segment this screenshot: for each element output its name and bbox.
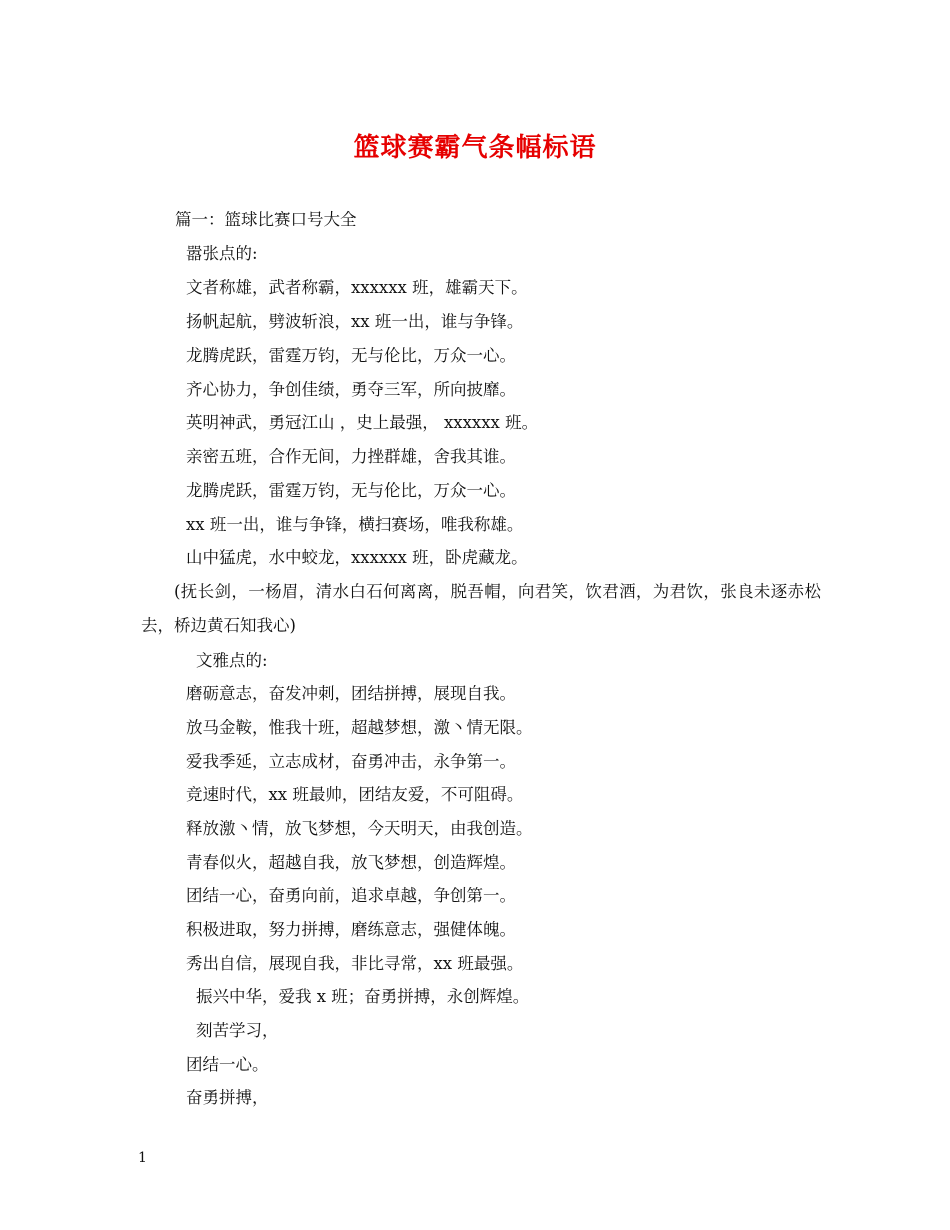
group-label-elegant: 文雅点的: [196, 651, 268, 670]
slogan-line: 团结一心。 [186, 1055, 269, 1074]
page-number: 1 [138, 1150, 147, 1166]
slogan-line: 放马金鞍，惟我十班，超越梦想，激丶情无限。 [186, 718, 533, 737]
slogan-line: 爱我季延，立志成材，奋勇冲击，永争第一。 [186, 752, 516, 771]
slogan-line: xx 班一出，谁与争锋，横扫赛场，唯我称雄。 [186, 515, 524, 534]
slogan-line: 龙腾虎跃，雷霆万钧，无与伦比，万众一心。 [186, 346, 516, 365]
slogan-line: 山中猛虎，水中蛟龙，xxxxxx 班，卧虎藏龙。 [186, 548, 528, 567]
slogan-line: 磨砺意志，奋发冲刺，团结拼搏，展现自我。 [186, 684, 516, 703]
slogan-line: 青春似火，超越自我，放飞梦想，创造辉煌。 [186, 853, 516, 872]
section-heading: 篇一：篮球比赛口号大全 [175, 210, 357, 229]
slogan-line: 文者称雄，武者称霸，xxxxxx 班，雄霸天下。 [186, 278, 528, 297]
slogan-line: 团结一心，奋勇向前，追求卓越，争创第一。 [186, 886, 516, 905]
page-title: 篮球赛霸气条幅标语 [353, 133, 597, 163]
slogan-line: 积极进取，努力拼搏，磨练意志，强健体魄。 [186, 920, 516, 939]
slogan-line: 龙腾虎跃，雷霆万钧，无与伦比，万众一心。 [186, 481, 516, 500]
slogan-line: 刻苦学习， [196, 1021, 279, 1040]
slogan-line: 释放激丶情，放飞梦想，今天明天，由我创造。 [186, 819, 533, 838]
slogan-line: 奋勇拼搏， [186, 1088, 269, 1107]
slogan-line: 振兴中华，爱我 x 班；奋勇拼搏，永创辉煌。 [196, 987, 530, 1006]
slogan-line: 亲密五班，合作无间，力挫群雄，舍我其谁。 [186, 447, 516, 466]
slogan-line: 竞速时代，xx 班最帅，团结友爱，不可阻碍。 [186, 785, 524, 804]
group-label-bold: 嚣张点的: [186, 244, 258, 263]
slogan-line: 英明神武，勇冠江山 ，史上最强， xxxxxx 班。 [186, 413, 539, 432]
slogan-line: 扬帆起航，劈波斩浪，xx 班一出，谁与争锋。 [186, 312, 524, 331]
slogan-line: 齐心协力，争创佳绩，勇夺三军，所向披靡。 [186, 380, 516, 399]
poem-paragraph: (抚长剑，一杨眉，清水白石何离离，脱吾帽，向君笑，饮君酒，为君饮，张良未逐赤松去，桥边黄石知我心) [141, 582, 821, 635]
slogan-line: 秀出自信，展现自我，非比寻常，xx 班最强。 [186, 954, 524, 973]
